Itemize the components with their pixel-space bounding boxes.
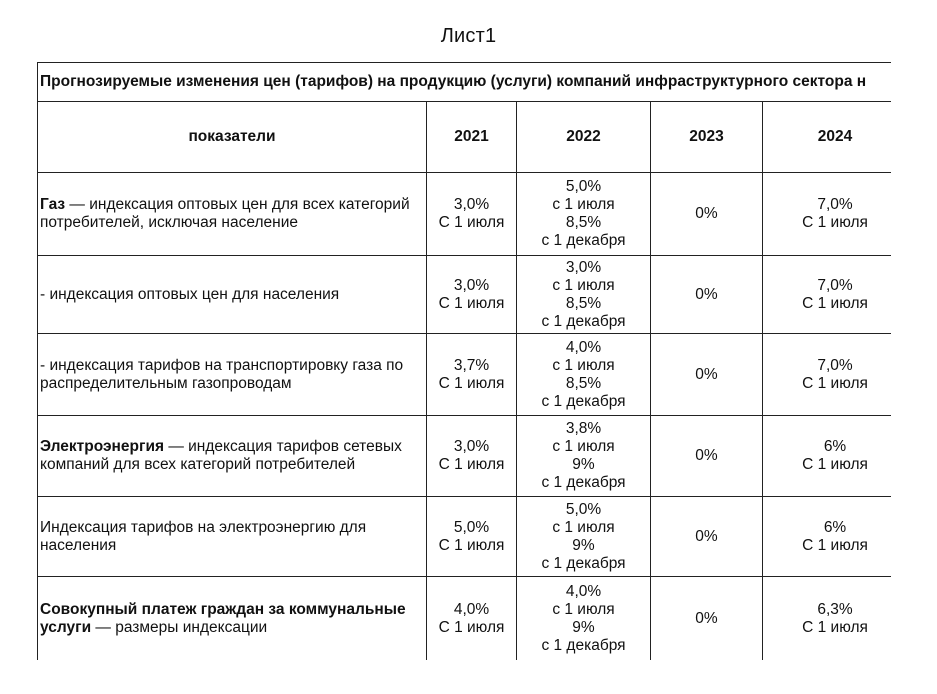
row-indicator-text: - индексация тарифов на транспортировку газа по распределительным газопроводам bbox=[40, 356, 404, 392]
row-indicator-bold: Совокупный платеж граждан за коммунальные услуги bbox=[40, 600, 406, 636]
cell-value-line: 0% bbox=[695, 527, 718, 545]
cell-value-line: с 1 июля bbox=[552, 600, 615, 618]
cell-year-2023 bbox=[651, 256, 763, 334]
cell-value-line: 0% bbox=[695, 205, 718, 222]
cell-value-line: С 1 июля bbox=[438, 456, 505, 473]
cell-value-line: с 1 июля bbox=[552, 196, 615, 213]
cell-value-line: С 1 июля bbox=[802, 294, 868, 312]
cell-value-line: 4,0% bbox=[565, 582, 602, 600]
cell-year-2024 bbox=[763, 256, 892, 334]
table-row bbox=[38, 577, 892, 661]
row-indicator-bold: Электроэнергия bbox=[40, 438, 165, 455]
cell-value-line: 6% bbox=[823, 518, 847, 536]
row-indicator-text: — размеры индексации bbox=[91, 618, 268, 636]
cell-value-line: 3,7% bbox=[453, 356, 490, 374]
cell-value-line: 5,0% bbox=[565, 178, 602, 195]
row-indicator-text: - индексация оптовых цен для населения bbox=[40, 285, 340, 303]
cell-value-line: 5,0% bbox=[565, 500, 602, 518]
cell-value-line: 4,0% bbox=[565, 338, 602, 356]
cell-value-line: С 1 июля bbox=[438, 536, 505, 554]
cell-year-2021 bbox=[427, 497, 517, 577]
row-indicator-label bbox=[38, 256, 427, 334]
cell-year-2023 bbox=[651, 173, 763, 256]
header-2024: 2024 bbox=[763, 102, 892, 173]
cell-year-2022 bbox=[517, 334, 651, 416]
cell-year-2024 bbox=[763, 334, 892, 416]
cell-value-line: С 1 июля bbox=[802, 536, 868, 554]
cell-value-line: 7,0% bbox=[817, 196, 853, 213]
cell-value-line: с 1 декабря bbox=[541, 312, 626, 330]
cell-year-2022 bbox=[517, 416, 651, 497]
cell-year-2024 bbox=[763, 173, 892, 256]
cell-value-line: 4,0% bbox=[453, 600, 490, 618]
cell-value-line: с 1 декабря bbox=[541, 392, 626, 410]
cell-year-2024 bbox=[763, 577, 892, 661]
cell-value-line: 3,0% bbox=[453, 196, 490, 213]
cell-value-line: С 1 июля bbox=[802, 456, 868, 473]
row-indicator-text: — индексация оптовых цен для всех категорий потребителей, исключая население bbox=[40, 196, 410, 231]
cell-year-2024 bbox=[763, 416, 892, 497]
cell-value-line: 5,0% bbox=[453, 518, 490, 536]
cell-value-line: 6,3% bbox=[817, 600, 853, 618]
table-row bbox=[38, 256, 892, 334]
row-indicator-text: Индексация тарифов на электроэнергию для населения bbox=[40, 518, 367, 554]
cell-value-line: 8,5% bbox=[565, 374, 602, 392]
cell-year-2021 bbox=[427, 416, 517, 497]
table-caption: Прогнозируемые изменения цен (тарифов) на продукцию (услуги) компаний инфраструктурного сектора н bbox=[38, 63, 892, 102]
cell-year-2022 bbox=[517, 577, 651, 661]
cell-value-line: С 1 июля bbox=[438, 214, 505, 231]
row-indicator-label bbox=[38, 416, 427, 497]
cell-value-line: с 1 июля bbox=[552, 276, 615, 294]
table-row bbox=[38, 173, 892, 256]
row-indicator-label bbox=[38, 334, 427, 416]
cell-year-2022 bbox=[517, 173, 651, 256]
cell-year-2021 bbox=[427, 577, 517, 661]
table-row bbox=[38, 416, 892, 497]
row-indicator-label bbox=[38, 577, 427, 661]
cell-value-line: 6% bbox=[823, 438, 847, 455]
cell-value-line: С 1 июля bbox=[438, 374, 505, 392]
cell-year-2021 bbox=[427, 256, 517, 334]
cell-value-line: 7,0% bbox=[817, 356, 853, 374]
header-row bbox=[38, 102, 892, 173]
sheet-title: Лист1 bbox=[440, 25, 497, 47]
row-indicator-text: — индексация тарифов сетевых компаний для всех категорий потребителей bbox=[40, 438, 402, 473]
cell-value-line: 9% bbox=[572, 618, 595, 636]
cell-value-line: 9% bbox=[572, 536, 595, 554]
cell-value-line: 3,0% bbox=[453, 438, 490, 455]
cell-year-2022 bbox=[517, 256, 651, 334]
cell-value-line: с 1 июля bbox=[552, 518, 615, 536]
cell-value-line: С 1 июля bbox=[438, 294, 505, 312]
cell-year-2021 bbox=[427, 173, 517, 256]
cell-value-line: 3,0% bbox=[453, 276, 490, 294]
cell-value-line: с 1 декабря bbox=[541, 554, 626, 572]
table-row bbox=[38, 497, 892, 577]
cell-value-line: с 1 декабря bbox=[541, 474, 626, 491]
cell-value-line: 9% bbox=[572, 456, 595, 473]
row-indicator-label bbox=[38, 173, 427, 256]
cell-year-2022 bbox=[517, 497, 651, 577]
cell-value-line: С 1 июля bbox=[438, 618, 505, 636]
cell-value-line: С 1 июля bbox=[802, 214, 868, 231]
cell-value-line: 8,5% bbox=[565, 294, 602, 312]
cell-value-line: 8,5% bbox=[565, 214, 602, 231]
cell-value-line: С 1 июля bbox=[802, 374, 868, 392]
tariff-table-container bbox=[37, 62, 891, 660]
header-2021: 2021 bbox=[427, 102, 517, 173]
table-caption-row bbox=[38, 63, 892, 102]
cell-value-line: с 1 декабря bbox=[541, 232, 626, 249]
cell-year-2023 bbox=[651, 416, 763, 497]
cell-value-line: 0% bbox=[695, 285, 718, 303]
header-indicators: показатели bbox=[38, 102, 427, 173]
cell-value-line: 0% bbox=[695, 609, 718, 627]
cell-year-2024 bbox=[763, 497, 892, 577]
cell-value-line: с 1 июля bbox=[552, 438, 615, 455]
row-indicator-label bbox=[38, 497, 427, 577]
cell-year-2023 bbox=[651, 334, 763, 416]
tariff-forecast-table bbox=[37, 62, 891, 660]
cell-year-2023 bbox=[651, 577, 763, 661]
table-row bbox=[38, 334, 892, 416]
cell-value-line: 0% bbox=[695, 447, 718, 464]
cell-value-line: 3,8% bbox=[565, 420, 602, 437]
cell-year-2023 bbox=[651, 497, 763, 577]
cell-value-line: 7,0% bbox=[817, 276, 853, 294]
cell-value-line: С 1 июля bbox=[802, 618, 868, 636]
cell-value-line: 0% bbox=[695, 365, 718, 383]
cell-value-line: с 1 июля bbox=[552, 356, 615, 374]
row-indicator-bold: Газ bbox=[40, 196, 66, 213]
cell-year-2021 bbox=[427, 334, 517, 416]
cell-value-line: 3,0% bbox=[565, 258, 602, 276]
header-2023: 2023 bbox=[651, 102, 763, 173]
cell-value-line: с 1 декабря bbox=[541, 636, 626, 654]
header-2022: 2022 bbox=[517, 102, 651, 173]
